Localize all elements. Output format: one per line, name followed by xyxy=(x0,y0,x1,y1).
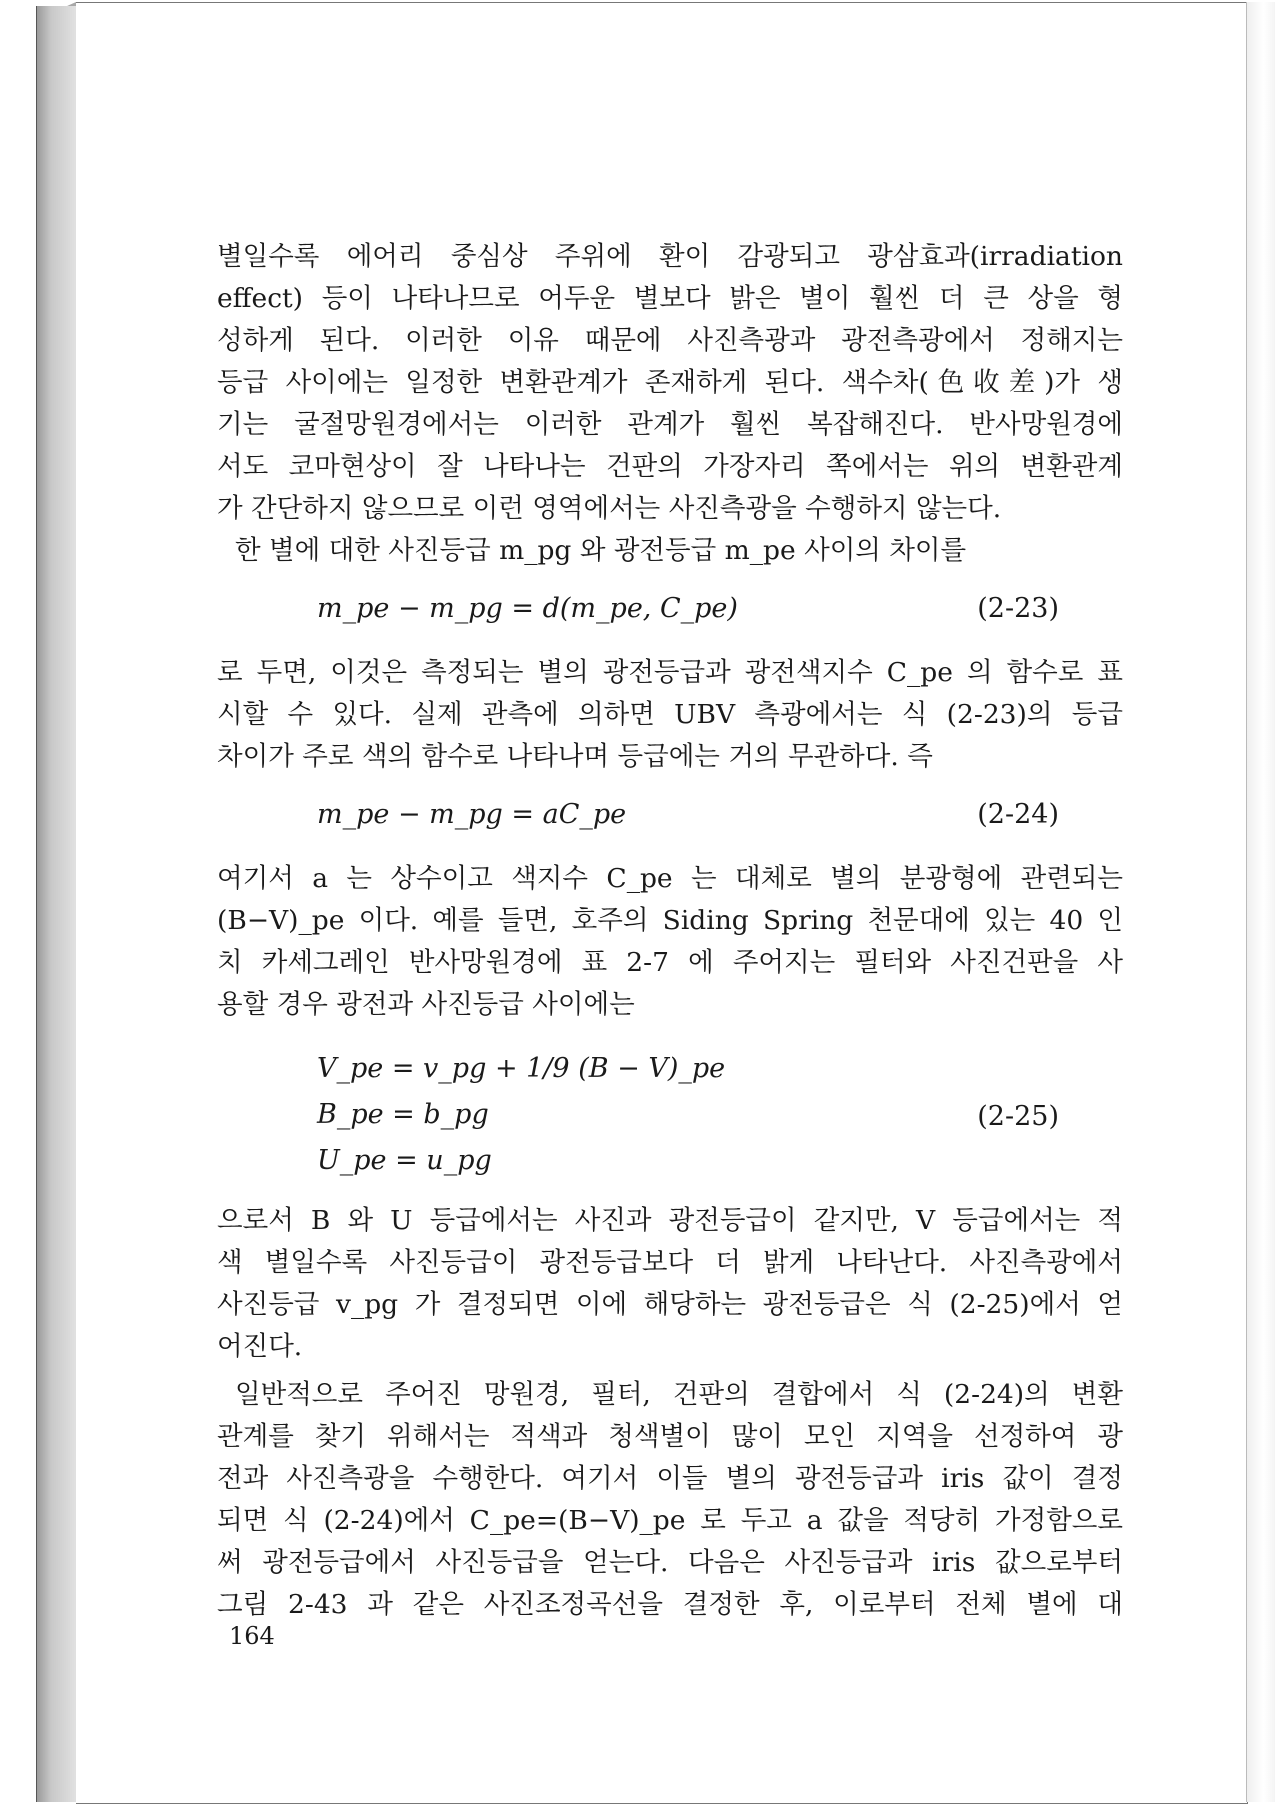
text-line: 사진등급 v_pg 가 결정되면 이에 해당하는 광전등급은 식 (2-25)에서 얻 xyxy=(217,1289,1123,1320)
text-line: 용할 경우 광전과 사진등급 사이에는 xyxy=(217,989,635,1020)
text-line: 치 카세그레인 반사망원경에 표 2-7 에 주어지는 필터와 사진건판을 사 xyxy=(217,947,1123,978)
text-line: 관계를 찾기 위해서는 적색과 청색별이 많이 모인 지역을 선정하여 광 xyxy=(217,1421,1123,1452)
text-line: 성하게 된다. 이러한 이유 때문에 사진측광과 광전측광에서 정해지는 xyxy=(217,325,1123,356)
text-line: effect) 등이 나타나므로 어두운 별보다 밝은 별이 훨씬 더 큰 상을 형 xyxy=(217,283,1123,314)
paragraph-1 xyxy=(217,236,1123,572)
text-line: (B−V)_pe 이다. 예를 들면, 호주의 Siding Spring 천문대에 있는 40 인 xyxy=(217,905,1123,936)
text-line: 그림 2-43 과 같은 사진조정곡선을 결정한 후, 이로부터 전체 별에 대 xyxy=(217,1589,1123,1620)
text-line: 여기서 a 는 상수이고 색지수 C_pe 는 대체로 별의 분광형에 관련되는 xyxy=(217,863,1123,894)
text-line: 별일수록 에어리 중심상 주위에 환이 감광되고 광삼효과(irradiation xyxy=(217,241,1123,272)
text-line: 기는 굴절망원경에서는 이러한 관계가 훨씬 복잡해진다. 반사망원경에 xyxy=(217,409,1123,440)
text-line: 어진다. xyxy=(217,1331,303,1362)
paragraph-5 xyxy=(217,1374,1123,1626)
equation-row xyxy=(317,1048,725,1090)
equation-expression: V_pe = v_pg + 1/9 (B − V)_pe xyxy=(317,1053,726,1084)
equation-number: (2-25) xyxy=(977,1101,1059,1132)
equation-row: U_pe = u_pg xyxy=(317,1145,492,1176)
equation-expression: m_pe − m_pg = d(m_pe, C_pe) xyxy=(317,593,738,624)
body-text xyxy=(217,236,1123,1626)
equation-number: (2-23) xyxy=(977,593,1059,624)
page-number: 164 xyxy=(229,1622,275,1650)
text-line: 차이가 주로 색의 함수로 나타나며 등급에는 거의 무관하다. 즉 xyxy=(217,741,933,772)
text-line: 서도 코마현상이 잘 나타나는 건판의 가장자리 쪽에서는 위의 변환관계 xyxy=(217,451,1123,482)
text-line: 일반적으로 주어진 망원경, 필터, 건판의 결합에서 식 (2-24)의 변환 xyxy=(235,1379,1123,1410)
text-line: 으로서 B 와 U 등급에서는 사진과 광전등급이 같지만, V 등급에서는 적 xyxy=(217,1205,1123,1236)
book-spine xyxy=(36,6,77,1802)
page-edge xyxy=(1246,2,1275,1802)
text-line: 시할 수 있다. 실제 관측에 의하면 UBV 측광에서는 식 (2-23)의 등급 xyxy=(217,699,1123,730)
paragraph-3 xyxy=(217,858,1123,1026)
text-line: 로 두면, 이것은 측정되는 별의 광전등급과 광전색지수 C_pe 의 함수로 표 xyxy=(217,657,1123,688)
equation-row: B_pe = b_pg xyxy=(317,1099,489,1130)
equation-2-24 xyxy=(217,794,1123,840)
equation-2-25 xyxy=(217,1048,1123,1180)
paragraph-4 xyxy=(217,1200,1123,1368)
text-line: 써 광전등급에서 사진등급을 얻는다. 다음은 사진등급과 iris 값으로부터 xyxy=(217,1547,1123,1578)
equation-expression: m_pe − m_pg = aC_pe xyxy=(317,799,627,830)
paragraph-2 xyxy=(217,652,1123,778)
text-line: 전과 사진측광을 수행한다. 여기서 이들 별의 광전등급과 iris 값이 결정 xyxy=(217,1463,1123,1494)
equation-number: (2-24) xyxy=(977,799,1059,830)
text-line: 한 별에 대한 사진등급 m_pg 와 광전등급 m_pe 사이의 차이를 xyxy=(235,535,967,566)
equation-2-23 xyxy=(217,588,1123,634)
text-line: 색 별일수록 사진등급이 광전등급보다 더 밝게 나타난다. 사진측광에서 xyxy=(217,1247,1123,1278)
text-line: 등급 사이에는 일정한 변환관계가 존재하게 된다. 색수차(色收差)가 생 xyxy=(217,367,1123,398)
text-line: 되면 식 (2-24)에서 C_pe=(B−V)_pe 로 두고 a 값을 적당히 가정함으로 xyxy=(217,1505,1123,1536)
text-line: 가 간단하지 않으므로 이런 영역에서는 사진측광을 수행하지 않는다. xyxy=(217,493,1002,524)
